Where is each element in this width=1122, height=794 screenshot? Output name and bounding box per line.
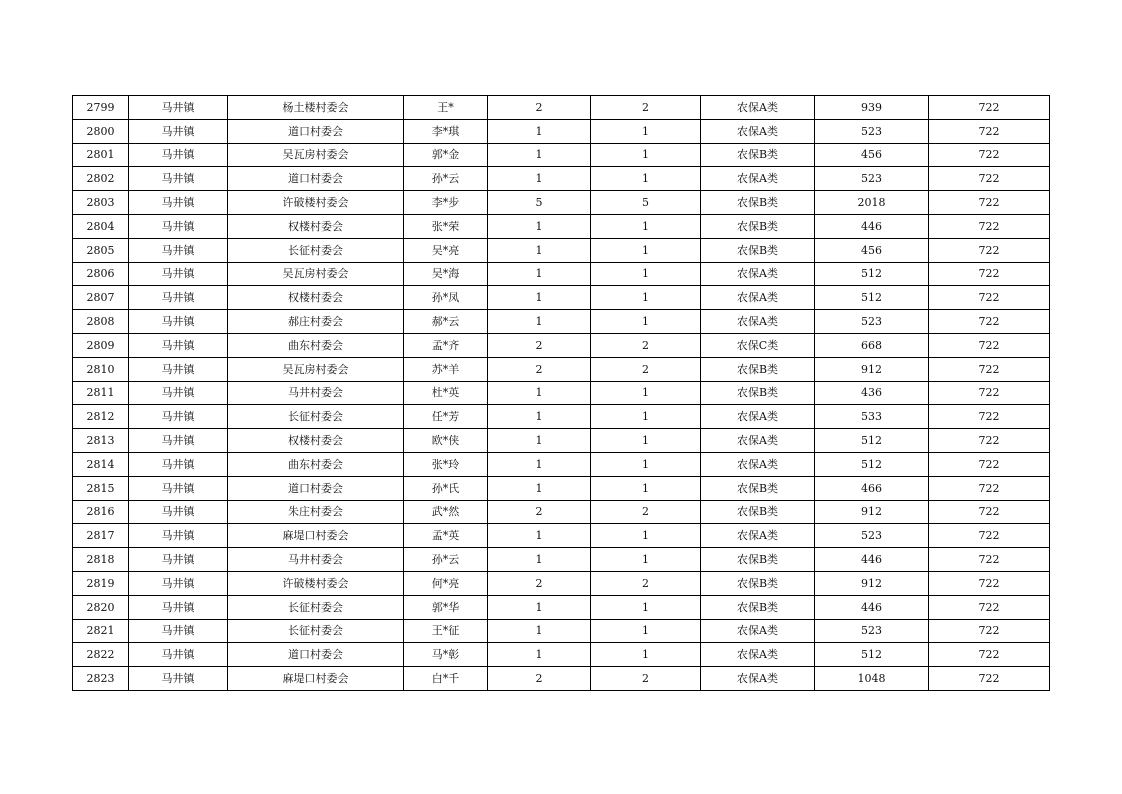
insurance-category-cell: 农保A类 <box>701 524 815 548</box>
town-cell: 马井镇 <box>129 452 228 476</box>
village-committee-cell: 曲东村委会 <box>228 452 404 476</box>
serial-number-cell: 2801 <box>73 143 129 167</box>
insurance-category-cell: 农保B类 <box>701 500 815 524</box>
person-count-cell: 1 <box>591 643 701 667</box>
household-count-cell: 1 <box>488 429 591 453</box>
household-count-cell: 1 <box>488 286 591 310</box>
name-cell: 李*琪 <box>404 119 488 143</box>
amount-cell: 512 <box>815 262 929 286</box>
village-committee-cell: 长征村委会 <box>228 595 404 619</box>
serial-number-cell: 2810 <box>73 357 129 381</box>
person-count-cell: 2 <box>591 357 701 381</box>
table-row <box>73 524 1050 548</box>
household-count-cell: 1 <box>488 310 591 334</box>
table-row <box>73 571 1050 595</box>
table-row <box>73 262 1050 286</box>
name-cell: 吴*海 <box>404 262 488 286</box>
serial-number-cell: 2813 <box>73 429 129 453</box>
table-row <box>73 191 1050 215</box>
standard-cell: 722 <box>929 262 1050 286</box>
village-committee-cell: 道口村委会 <box>228 643 404 667</box>
village-committee-cell: 曲东村委会 <box>228 333 404 357</box>
name-cell: 何*亮 <box>404 571 488 595</box>
insurance-category-cell: 农保B类 <box>701 476 815 500</box>
serial-number-cell: 2808 <box>73 310 129 334</box>
village-committee-cell: 马井村委会 <box>228 381 404 405</box>
subsidy-roster-table <box>72 95 1050 691</box>
household-count-cell: 1 <box>488 238 591 262</box>
insurance-category-cell: 农保B类 <box>701 238 815 262</box>
town-cell: 马井镇 <box>129 667 228 691</box>
amount-cell: 912 <box>815 357 929 381</box>
person-count-cell: 5 <box>591 191 701 215</box>
household-count-cell: 1 <box>488 595 591 619</box>
amount-cell: 912 <box>815 571 929 595</box>
town-cell: 马井镇 <box>129 619 228 643</box>
household-count-cell: 2 <box>488 500 591 524</box>
table-row <box>73 476 1050 500</box>
town-cell: 马井镇 <box>129 381 228 405</box>
insurance-category-cell: 农保B类 <box>701 548 815 572</box>
standard-cell: 722 <box>929 119 1050 143</box>
insurance-category-cell: 农保A类 <box>701 262 815 286</box>
village-committee-cell: 麻堤口村委会 <box>228 524 404 548</box>
household-count-cell: 2 <box>488 667 591 691</box>
name-cell: 武*然 <box>404 500 488 524</box>
table-row <box>73 667 1050 691</box>
table-row <box>73 238 1050 262</box>
name-cell: 孙*云 <box>404 167 488 191</box>
serial-number-cell: 2805 <box>73 238 129 262</box>
name-cell: 欧*侠 <box>404 429 488 453</box>
name-cell: 孟*齐 <box>404 333 488 357</box>
table-row <box>73 405 1050 429</box>
town-cell: 马井镇 <box>129 548 228 572</box>
household-count-cell: 1 <box>488 143 591 167</box>
town-cell: 马井镇 <box>129 262 228 286</box>
table-row <box>73 96 1050 120</box>
name-cell: 任*芳 <box>404 405 488 429</box>
person-count-cell: 1 <box>591 452 701 476</box>
town-cell: 马井镇 <box>129 214 228 238</box>
name-cell: 郭*金 <box>404 143 488 167</box>
amount-cell: 523 <box>815 167 929 191</box>
serial-number-cell: 2816 <box>73 500 129 524</box>
standard-cell: 722 <box>929 619 1050 643</box>
village-committee-cell: 许破楼村委会 <box>228 571 404 595</box>
amount-cell: 523 <box>815 619 929 643</box>
village-committee-cell: 权楼村委会 <box>228 429 404 453</box>
standard-cell: 722 <box>929 96 1050 120</box>
insurance-category-cell: 农保B类 <box>701 595 815 619</box>
table-row <box>73 595 1050 619</box>
town-cell: 马井镇 <box>129 357 228 381</box>
person-count-cell: 1 <box>591 548 701 572</box>
standard-cell: 722 <box>929 357 1050 381</box>
name-cell: 郭*华 <box>404 595 488 619</box>
person-count-cell: 1 <box>591 143 701 167</box>
table-row <box>73 452 1050 476</box>
insurance-category-cell: 农保A类 <box>701 119 815 143</box>
amount-cell: 939 <box>815 96 929 120</box>
person-count-cell: 1 <box>591 381 701 405</box>
amount-cell: 2018 <box>815 191 929 215</box>
amount-cell: 512 <box>815 429 929 453</box>
standard-cell: 722 <box>929 452 1050 476</box>
name-cell: 孟*英 <box>404 524 488 548</box>
serial-number-cell: 2817 <box>73 524 129 548</box>
household-count-cell: 1 <box>488 524 591 548</box>
household-count-cell: 1 <box>488 214 591 238</box>
standard-cell: 722 <box>929 548 1050 572</box>
town-cell: 马井镇 <box>129 429 228 453</box>
serial-number-cell: 2804 <box>73 214 129 238</box>
serial-number-cell: 2822 <box>73 643 129 667</box>
insurance-category-cell: 农保A类 <box>701 452 815 476</box>
amount-cell: 456 <box>815 143 929 167</box>
person-count-cell: 1 <box>591 119 701 143</box>
person-count-cell: 1 <box>591 214 701 238</box>
name-cell: 王* <box>404 96 488 120</box>
insurance-category-cell: 农保B类 <box>701 191 815 215</box>
amount-cell: 523 <box>815 310 929 334</box>
amount-cell: 533 <box>815 405 929 429</box>
village-committee-cell: 许破楼村委会 <box>228 191 404 215</box>
serial-number-cell: 2819 <box>73 571 129 595</box>
table-row <box>73 643 1050 667</box>
amount-cell: 446 <box>815 595 929 619</box>
household-count-cell: 1 <box>488 262 591 286</box>
name-cell: 张*荣 <box>404 214 488 238</box>
standard-cell: 722 <box>929 595 1050 619</box>
person-count-cell: 2 <box>591 333 701 357</box>
village-committee-cell: 道口村委会 <box>228 119 404 143</box>
insurance-category-cell: 农保C类 <box>701 333 815 357</box>
village-committee-cell: 权楼村委会 <box>228 214 404 238</box>
household-count-cell: 2 <box>488 96 591 120</box>
person-count-cell: 1 <box>591 476 701 500</box>
serial-number-cell: 2803 <box>73 191 129 215</box>
standard-cell: 722 <box>929 286 1050 310</box>
serial-number-cell: 2802 <box>73 167 129 191</box>
village-committee-cell: 道口村委会 <box>228 167 404 191</box>
name-cell: 吴*亮 <box>404 238 488 262</box>
name-cell: 白*千 <box>404 667 488 691</box>
serial-number-cell: 2814 <box>73 452 129 476</box>
household-count-cell: 2 <box>488 357 591 381</box>
person-count-cell: 1 <box>591 595 701 619</box>
household-count-cell: 1 <box>488 381 591 405</box>
amount-cell: 466 <box>815 476 929 500</box>
table-row <box>73 143 1050 167</box>
village-committee-cell: 吴瓦房村委会 <box>228 262 404 286</box>
village-committee-cell: 道口村委会 <box>228 476 404 500</box>
serial-number-cell: 2823 <box>73 667 129 691</box>
standard-cell: 722 <box>929 500 1050 524</box>
person-count-cell: 1 <box>591 405 701 429</box>
table-row <box>73 333 1050 357</box>
town-cell: 马井镇 <box>129 643 228 667</box>
name-cell: 杜*英 <box>404 381 488 405</box>
household-count-cell: 1 <box>488 167 591 191</box>
person-count-cell: 1 <box>591 619 701 643</box>
name-cell: 孙*云 <box>404 548 488 572</box>
village-committee-cell: 马井村委会 <box>228 548 404 572</box>
town-cell: 马井镇 <box>129 286 228 310</box>
table-row <box>73 167 1050 191</box>
standard-cell: 722 <box>929 238 1050 262</box>
table-row <box>73 286 1050 310</box>
standard-cell: 722 <box>929 571 1050 595</box>
standard-cell: 722 <box>929 143 1050 167</box>
town-cell: 马井镇 <box>129 333 228 357</box>
town-cell: 马井镇 <box>129 191 228 215</box>
household-count-cell: 1 <box>488 405 591 429</box>
table-row <box>73 500 1050 524</box>
table-row <box>73 119 1050 143</box>
amount-cell: 456 <box>815 238 929 262</box>
town-cell: 马井镇 <box>129 405 228 429</box>
name-cell: 孙*氏 <box>404 476 488 500</box>
amount-cell: 436 <box>815 381 929 405</box>
household-count-cell: 5 <box>488 191 591 215</box>
amount-cell: 446 <box>815 548 929 572</box>
person-count-cell: 1 <box>591 262 701 286</box>
insurance-category-cell: 农保A类 <box>701 429 815 453</box>
household-count-cell: 1 <box>488 476 591 500</box>
village-committee-cell: 郝庄村委会 <box>228 310 404 334</box>
town-cell: 马井镇 <box>129 476 228 500</box>
town-cell: 马井镇 <box>129 167 228 191</box>
village-committee-cell: 长征村委会 <box>228 405 404 429</box>
serial-number-cell: 2809 <box>73 333 129 357</box>
amount-cell: 446 <box>815 214 929 238</box>
village-committee-cell: 朱庄村委会 <box>228 500 404 524</box>
person-count-cell: 2 <box>591 96 701 120</box>
standard-cell: 722 <box>929 429 1050 453</box>
name-cell: 马*彰 <box>404 643 488 667</box>
amount-cell: 1048 <box>815 667 929 691</box>
table-row <box>73 357 1050 381</box>
table-row <box>73 429 1050 453</box>
village-committee-cell: 长征村委会 <box>228 619 404 643</box>
serial-number-cell: 2800 <box>73 119 129 143</box>
village-committee-cell: 麻堤口村委会 <box>228 667 404 691</box>
serial-number-cell: 2821 <box>73 619 129 643</box>
name-cell: 苏*羊 <box>404 357 488 381</box>
person-count-cell: 2 <box>591 500 701 524</box>
village-committee-cell: 杨土楼村委会 <box>228 96 404 120</box>
insurance-category-cell: 农保A类 <box>701 405 815 429</box>
town-cell: 马井镇 <box>129 143 228 167</box>
name-cell: 孙*凤 <box>404 286 488 310</box>
person-count-cell: 1 <box>591 286 701 310</box>
table-row <box>73 548 1050 572</box>
amount-cell: 523 <box>815 524 929 548</box>
amount-cell: 668 <box>815 333 929 357</box>
serial-number-cell: 2820 <box>73 595 129 619</box>
standard-cell: 722 <box>929 524 1050 548</box>
insurance-category-cell: 农保B类 <box>701 143 815 167</box>
name-cell: 王*征 <box>404 619 488 643</box>
insurance-category-cell: 农保A类 <box>701 167 815 191</box>
insurance-category-cell: 农保A类 <box>701 667 815 691</box>
standard-cell: 722 <box>929 476 1050 500</box>
insurance-category-cell: 农保A类 <box>701 96 815 120</box>
amount-cell: 912 <box>815 500 929 524</box>
insurance-category-cell: 农保B类 <box>701 357 815 381</box>
standard-cell: 722 <box>929 310 1050 334</box>
standard-cell: 722 <box>929 167 1050 191</box>
table-row <box>73 310 1050 334</box>
town-cell: 马井镇 <box>129 119 228 143</box>
table-row <box>73 381 1050 405</box>
name-cell: 郝*云 <box>404 310 488 334</box>
standard-cell: 722 <box>929 381 1050 405</box>
insurance-category-cell: 农保B类 <box>701 214 815 238</box>
table-row <box>73 619 1050 643</box>
amount-cell: 512 <box>815 452 929 476</box>
insurance-category-cell: 农保B类 <box>701 571 815 595</box>
serial-number-cell: 2806 <box>73 262 129 286</box>
insurance-category-cell: 农保A类 <box>701 310 815 334</box>
amount-cell: 523 <box>815 119 929 143</box>
serial-number-cell: 2818 <box>73 548 129 572</box>
household-count-cell: 2 <box>488 571 591 595</box>
person-count-cell: 1 <box>591 429 701 453</box>
town-cell: 马井镇 <box>129 310 228 334</box>
amount-cell: 512 <box>815 286 929 310</box>
town-cell: 马井镇 <box>129 96 228 120</box>
town-cell: 马井镇 <box>129 500 228 524</box>
standard-cell: 722 <box>929 333 1050 357</box>
person-count-cell: 1 <box>591 524 701 548</box>
person-count-cell: 2 <box>591 571 701 595</box>
town-cell: 马井镇 <box>129 524 228 548</box>
serial-number-cell: 2815 <box>73 476 129 500</box>
serial-number-cell: 2811 <box>73 381 129 405</box>
person-count-cell: 1 <box>591 238 701 262</box>
village-committee-cell: 长征村委会 <box>228 238 404 262</box>
amount-cell: 512 <box>815 643 929 667</box>
roster-body <box>73 96 1050 691</box>
village-committee-cell: 权楼村委会 <box>228 286 404 310</box>
name-cell: 李*步 <box>404 191 488 215</box>
household-count-cell: 1 <box>488 619 591 643</box>
standard-cell: 722 <box>929 191 1050 215</box>
name-cell: 张*玲 <box>404 452 488 476</box>
insurance-category-cell: 农保A类 <box>701 619 815 643</box>
village-committee-cell: 吴瓦房村委会 <box>228 143 404 167</box>
person-count-cell: 1 <box>591 167 701 191</box>
standard-cell: 722 <box>929 643 1050 667</box>
town-cell: 马井镇 <box>129 238 228 262</box>
village-committee-cell: 吴瓦房村委会 <box>228 357 404 381</box>
insurance-category-cell: 农保A类 <box>701 286 815 310</box>
standard-cell: 722 <box>929 214 1050 238</box>
household-count-cell: 2 <box>488 333 591 357</box>
person-count-cell: 1 <box>591 310 701 334</box>
town-cell: 马井镇 <box>129 571 228 595</box>
person-count-cell: 2 <box>591 667 701 691</box>
household-count-cell: 1 <box>488 548 591 572</box>
standard-cell: 722 <box>929 405 1050 429</box>
serial-number-cell: 2812 <box>73 405 129 429</box>
serial-number-cell: 2799 <box>73 96 129 120</box>
household-count-cell: 1 <box>488 119 591 143</box>
insurance-category-cell: 农保A类 <box>701 643 815 667</box>
serial-number-cell: 2807 <box>73 286 129 310</box>
town-cell: 马井镇 <box>129 595 228 619</box>
household-count-cell: 1 <box>488 452 591 476</box>
insurance-category-cell: 农保B类 <box>701 381 815 405</box>
standard-cell: 722 <box>929 667 1050 691</box>
table-row <box>73 214 1050 238</box>
household-count-cell: 1 <box>488 643 591 667</box>
